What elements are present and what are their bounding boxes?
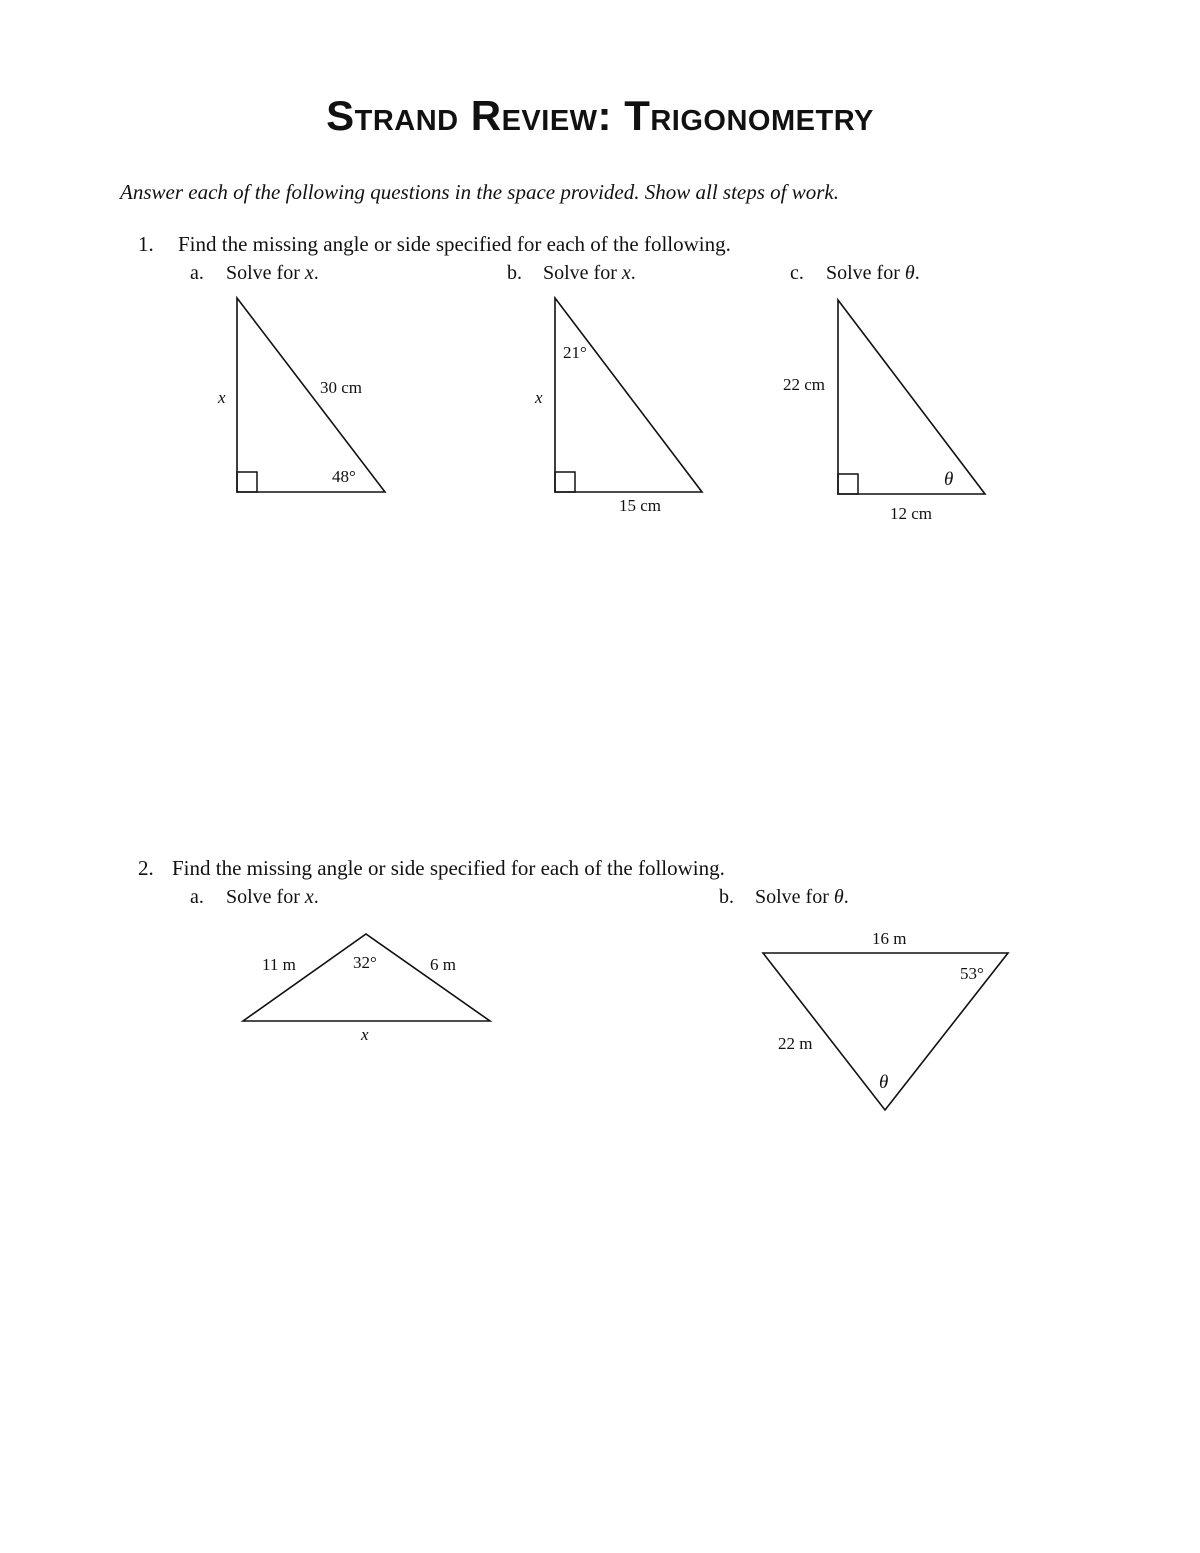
part-variable: x [304,262,314,284]
part-end: . [843,886,849,908]
part-text: Solve for [226,262,305,284]
label-angle-right: 53° [960,964,984,983]
label-side-left: 22 m [778,1034,813,1053]
right-angle-marker [237,472,257,492]
question-number: 1. [138,232,154,256]
part-text: Solve for [543,262,622,284]
question-number: 2. [138,856,154,880]
label-side-x: x [361,1025,369,1044]
label-angle: 48° [332,467,356,486]
part-text: Solve for [826,262,905,284]
part-text: Solve for [755,886,834,908]
label-side-top: 16 m [872,929,907,948]
instructions: Answer each of the following questions in the space provided. Show all steps of work. [120,180,839,204]
right-angle-marker [555,472,575,492]
part-letter: b. [719,886,734,908]
label-side-left: 11 m [262,955,296,974]
label-angle-theta: θ [944,469,954,490]
triangle-2a [243,934,490,1044]
triangle-2a-outline [243,934,490,1021]
label-side-bottom: 12 cm [890,504,933,523]
triangle-1a [217,298,385,492]
part-end: . [313,262,319,284]
label-angle-theta: θ [879,1072,889,1093]
part-letter: b. [507,262,522,284]
part-variable: x [304,886,314,908]
question-prompt: Find the missing angle or side specified for each of the following. [172,856,725,880]
label-angle: 32° [353,953,377,972]
triangle-1a-outline [237,298,385,492]
part-letter: a. [190,262,204,284]
triangle-1c-outline [838,300,985,494]
part-letter: a. [190,886,204,908]
part-text: Solve for [226,886,305,908]
label-side-x: x [218,388,226,407]
part-variable: θ [833,886,844,908]
question-prompt: Find the missing angle or side specified for each of the following. [178,232,731,256]
part-end: . [630,262,636,284]
label-side-vertical: 22 cm [783,375,826,394]
label-side-x: x [535,388,543,407]
part-variable: θ [904,262,915,284]
triangle-1b [534,298,702,515]
part-end: . [313,886,319,908]
right-angle-marker [838,474,858,494]
label-side-right: 6 m [430,955,456,974]
part-letter: c. [790,262,804,284]
triangle-1c [783,300,985,523]
part-end: . [914,262,920,284]
triangle-1b-outline [555,298,702,492]
triangle-2b [763,929,1008,1110]
label-side-bottom: 15 cm [619,496,662,515]
label-angle: 21° [563,343,587,362]
label-hypotenuse: 30 cm [320,378,363,397]
part-variable: x [621,262,631,284]
page-title: Strand Review: Trigonometry [326,92,874,139]
